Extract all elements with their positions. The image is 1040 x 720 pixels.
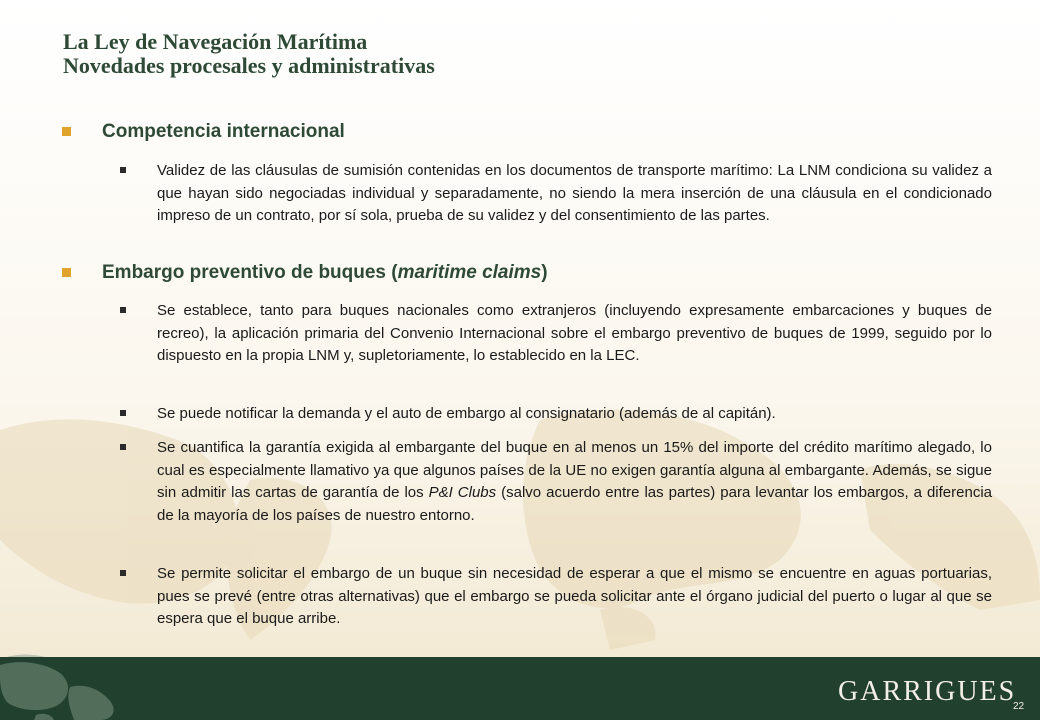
small-square-bullet-icon — [120, 410, 126, 416]
square-bullet-icon — [62, 127, 71, 136]
section-heading: Competencia internacional — [102, 121, 345, 142]
heading-close: ) — [541, 262, 548, 283]
heading-italic-text: maritime claims — [397, 262, 542, 283]
small-square-bullet-icon — [120, 444, 126, 450]
text-part: Se cuantifica la garantía exigida al embargante del buque en al menos un 15% del importe del crédito marítimo alegado, lo cual es especialmente llamativo ya que algunos países de la UE no exigen garantía alguna al embargante. Además, se sigue sin admitir las cartas de garantía de los — [157, 439, 992, 501]
small-square-bullet-icon — [120, 167, 126, 173]
title-line-1: La Ley de Navegación Marítima — [63, 29, 368, 54]
list-item-text — [157, 437, 992, 527]
list-item-text: Se permite solicitar el embargo de un buque sin necesidad de esperar a que el mismo se encuentre en aguas portuarias, pues se prevé (entre otras alternativas) que el embargo se pueda solicitar ante el órgano judicial del puerto o lugar al que se espera que el buque arribe. — [157, 565, 992, 627]
small-square-bullet-icon — [120, 307, 126, 313]
title-line-2: Novedades procesales y administrativas — [63, 53, 435, 78]
small-square-bullet-icon — [120, 570, 126, 576]
list-item-text: Validez de las cláusulas de sumisión contenidas en los documentos de transporte marítimo: La LNM condiciona su validez a que hayan sido negociadas individual y separadamente, no siendo la mera inserción de una cláusula en el condicionado impreso de un contrato, por sí sola, prueba de su validez y del consentimiento de las partes. — [157, 162, 992, 224]
square-bullet-icon — [62, 268, 71, 277]
list-item-text: Se establece, tanto para buques nacionales como extranjeros (incluyendo expresamente embarcaciones y buques de recreo), la aplicación primaria del Convenio Internacional sobre el embargo preventivo de buques de 1999, seguido por lo dispuesto en la propia LNM y, supletoriamente, lo establecido en la LEC. — [157, 302, 992, 364]
italic-term: P&I Clubs — [428, 484, 497, 501]
world-map-corner-icon — [0, 657, 130, 720]
garrigues-logo: GARRIGUES — [838, 676, 1017, 707]
list-item-text: Se puede notificar la demanda y el auto de embargo al consignatario (además de al capitán). — [157, 405, 776, 422]
text-part: (salvo acuerdo entre las partes) para levantar los embargos, a diferencia de la mayoría de los países de nuestro entorno. — [157, 484, 992, 524]
page-number: 22 — [1013, 701, 1025, 712]
page-title — [63, 30, 435, 78]
heading-text: Embargo preventivo de buques ( — [102, 262, 398, 283]
section-heading — [102, 262, 548, 284]
